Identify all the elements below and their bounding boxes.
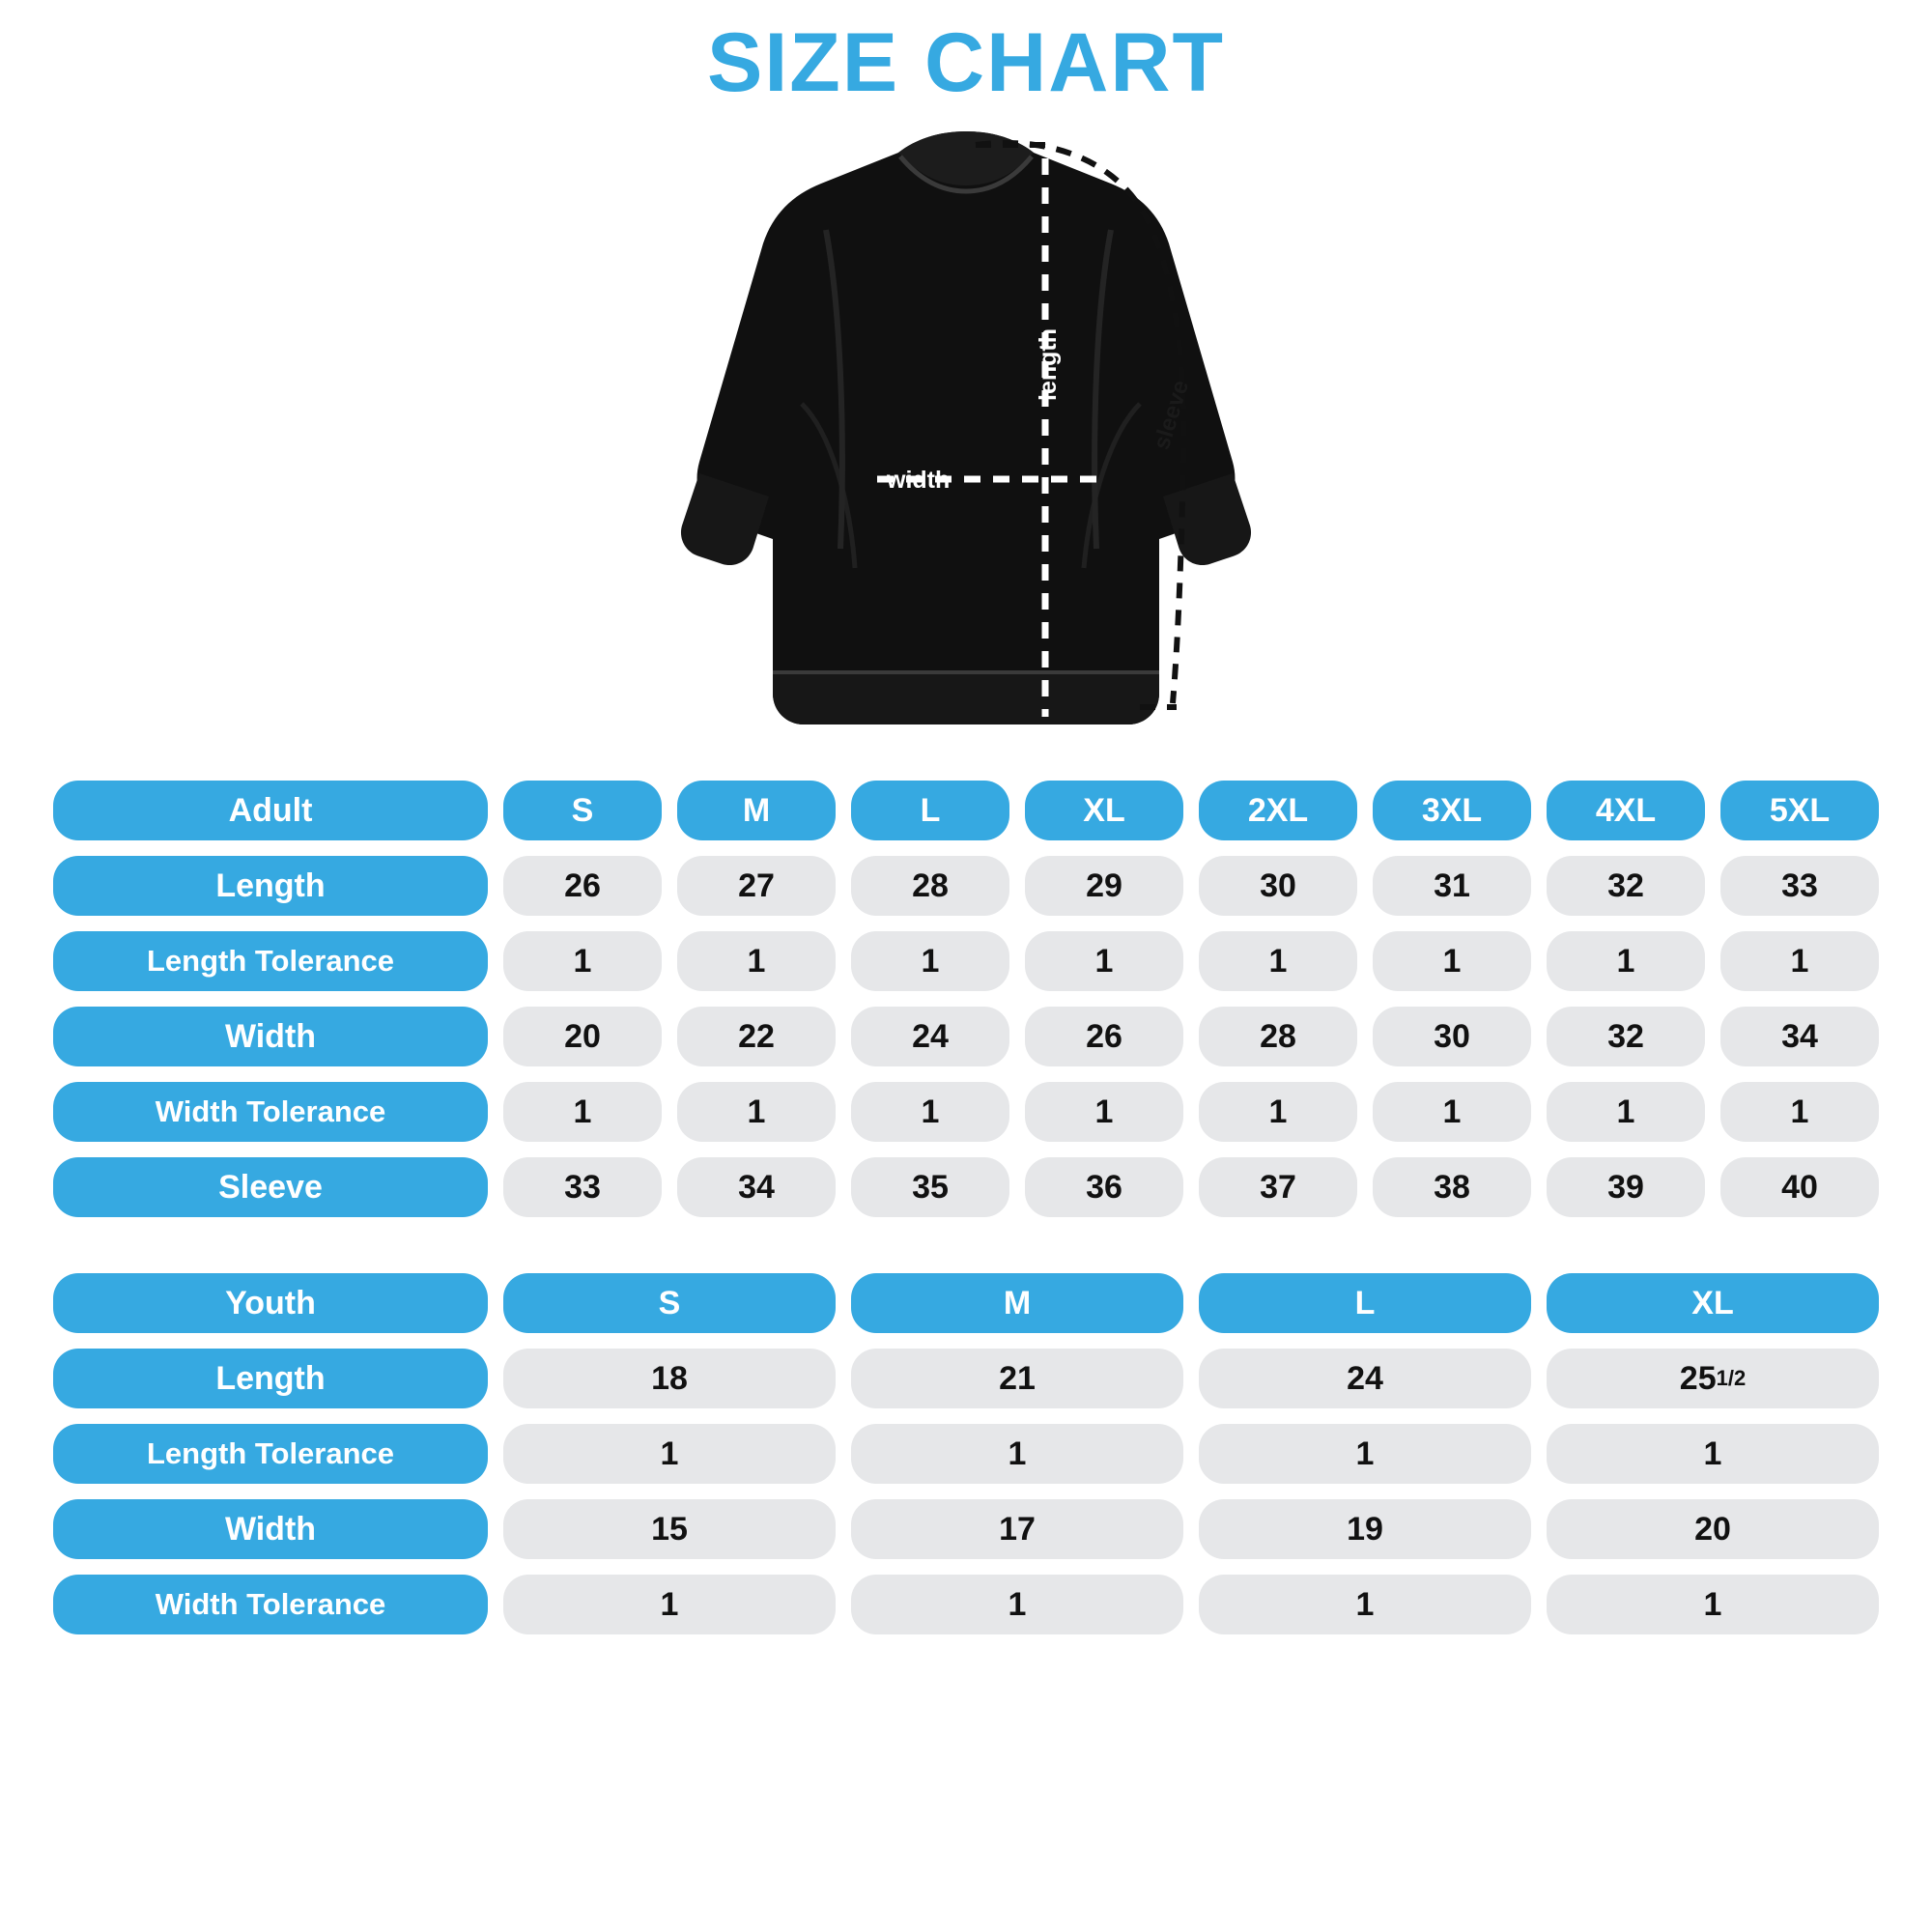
youth-column-header-l: L — [1199, 1273, 1531, 1333]
youth-column-header-xl: XL — [1547, 1273, 1879, 1333]
cell-adult-width-xl: 26 — [1025, 1007, 1183, 1066]
width-measure-label: width — [887, 467, 951, 494]
cell-adult-length-tol-5xl: 1 — [1720, 931, 1879, 991]
column-header-2xl: 2XL — [1199, 781, 1357, 840]
table-header-row — [53, 1273, 1879, 1333]
cell-adult-length-l: 28 — [851, 856, 1009, 916]
cell-adult-length-tol-l: 1 — [851, 931, 1009, 991]
cell-adult-length-4xl: 32 — [1547, 856, 1705, 916]
cell-adult-length-m: 27 — [677, 856, 836, 916]
column-header-m: M — [677, 781, 836, 840]
cell-adult-length-s: 26 — [503, 856, 662, 916]
table-row — [53, 1157, 1879, 1217]
cell-adult-width-tol-s: 1 — [503, 1082, 662, 1142]
adult-header-label: Adult — [53, 781, 488, 840]
cell-adult-sleeve-4xl: 39 — [1547, 1157, 1705, 1217]
cell-youth-width-l: 19 — [1199, 1499, 1531, 1559]
column-header-4xl: 4XL — [1547, 781, 1705, 840]
table-row — [53, 1082, 1879, 1142]
youth-column-header-m: M — [851, 1273, 1183, 1333]
column-header-xl: XL — [1025, 781, 1183, 840]
row-label-length: Length — [53, 856, 488, 916]
cell-adult-sleeve-s: 33 — [503, 1157, 662, 1217]
cell-youth-width-tol-s: 1 — [503, 1575, 836, 1634]
sleeve-measure-label: sleeve — [1148, 377, 1195, 453]
youth-header-label: Youth — [53, 1273, 488, 1333]
youth-row-label-width: Width — [53, 1499, 488, 1559]
sweatshirt-icon — [657, 114, 1275, 771]
cell-adult-length-tol-3xl: 1 — [1373, 931, 1531, 991]
cell-adult-width-5xl: 34 — [1720, 1007, 1879, 1066]
youth-row-label-width-tolerance: Width Tolerance — [53, 1575, 488, 1634]
table-header-row — [53, 781, 1879, 840]
cell-adult-width-tol-l: 1 — [851, 1082, 1009, 1142]
cell-youth-length-tol-xl: 1 — [1547, 1424, 1879, 1484]
cell-adult-sleeve-5xl: 40 — [1720, 1157, 1879, 1217]
cell-adult-width-tol-2xl: 1 — [1199, 1082, 1357, 1142]
cell-adult-length-tol-m: 1 — [677, 931, 836, 991]
cell-youth-width-s: 15 — [503, 1499, 836, 1559]
cell-youth-length-s: 18 — [503, 1349, 836, 1408]
column-header-s: S — [503, 781, 662, 840]
table-row — [53, 931, 1879, 991]
column-header-l: L — [851, 781, 1009, 840]
adult-column-headers — [503, 781, 1879, 840]
youth-row-label-length-tolerance: Length Tolerance — [53, 1424, 488, 1484]
table-row — [53, 1499, 1879, 1559]
cell-youth-width-tol-l: 1 — [1199, 1575, 1531, 1634]
row-label-length-tolerance: Length Tolerance — [53, 931, 488, 991]
cell-adult-length-xl: 29 — [1025, 856, 1183, 916]
cell-adult-length-tol-4xl: 1 — [1547, 931, 1705, 991]
table-divider-space — [53, 1233, 1879, 1273]
cell-youth-width-tol-m: 1 — [851, 1575, 1183, 1634]
cell-adult-width-4xl: 32 — [1547, 1007, 1705, 1066]
youth-row-label-length: Length — [53, 1349, 488, 1408]
cell-adult-sleeve-m: 34 — [677, 1157, 836, 1217]
cell-adult-width-m: 22 — [677, 1007, 836, 1066]
table-row — [53, 856, 1879, 916]
column-header-3xl: 3XL — [1373, 781, 1531, 840]
cell-youth-length-l: 24 — [1199, 1349, 1531, 1408]
cell-youth-length-m: 21 — [851, 1349, 1183, 1408]
table-row — [53, 1349, 1879, 1408]
garment-illustration — [53, 114, 1879, 781]
cell-adult-width-tol-4xl: 1 — [1547, 1082, 1705, 1142]
page-title: SIZE CHART — [707, 16, 1225, 109]
cell-youth-width-m: 17 — [851, 1499, 1183, 1559]
youth-size-table — [53, 1273, 1879, 1634]
cell-adult-width-l: 24 — [851, 1007, 1009, 1066]
cell-youth-length-tol-s: 1 — [503, 1424, 836, 1484]
cell-adult-width-tol-3xl: 1 — [1373, 1082, 1531, 1142]
cell-adult-length-5xl: 33 — [1720, 856, 1879, 916]
cell-youth-length-tol-l: 1 — [1199, 1424, 1531, 1484]
cell-adult-width-2xl: 28 — [1199, 1007, 1357, 1066]
cell-adult-sleeve-2xl: 37 — [1199, 1157, 1357, 1217]
fraction-one-half: 1/2 — [1716, 1366, 1747, 1390]
cell-youth-width-tol-xl: 1 — [1547, 1575, 1879, 1634]
cell-adult-sleeve-l: 35 — [851, 1157, 1009, 1217]
row-label-width: Width — [53, 1007, 488, 1066]
cell-adult-width-tol-xl: 1 — [1025, 1082, 1183, 1142]
table-row — [53, 1424, 1879, 1484]
table-row — [53, 1575, 1879, 1634]
cell-adult-sleeve-3xl: 38 — [1373, 1157, 1531, 1217]
column-header-5xl: 5XL — [1720, 781, 1879, 840]
cell-youth-width-xl: 20 — [1547, 1499, 1879, 1559]
cell-adult-length-3xl: 31 — [1373, 856, 1531, 916]
row-label-width-tolerance: Width Tolerance — [53, 1082, 488, 1142]
cell-adult-sleeve-xl: 36 — [1025, 1157, 1183, 1217]
length-measure-label: length — [1035, 328, 1062, 401]
cell-adult-length-tol-2xl: 1 — [1199, 931, 1357, 991]
row-label-sleeve: Sleeve — [53, 1157, 488, 1217]
cell-youth-length-xl: 25 1/2 — [1547, 1349, 1879, 1408]
cell-adult-width-tol-m: 1 — [677, 1082, 836, 1142]
adult-size-table — [53, 781, 1879, 1217]
youth-column-header-s: S — [503, 1273, 836, 1333]
table-row — [53, 1007, 1879, 1066]
cell-youth-length-tol-m: 1 — [851, 1424, 1183, 1484]
cell-adult-width-tol-5xl: 1 — [1720, 1082, 1879, 1142]
cell-adult-width-s: 20 — [503, 1007, 662, 1066]
youth-column-headers — [503, 1273, 1879, 1333]
cell-adult-length-2xl: 30 — [1199, 856, 1357, 916]
cell-adult-width-3xl: 30 — [1373, 1007, 1531, 1066]
cell-adult-length-tol-xl: 1 — [1025, 931, 1183, 991]
cell-adult-length-tol-s: 1 — [503, 931, 662, 991]
